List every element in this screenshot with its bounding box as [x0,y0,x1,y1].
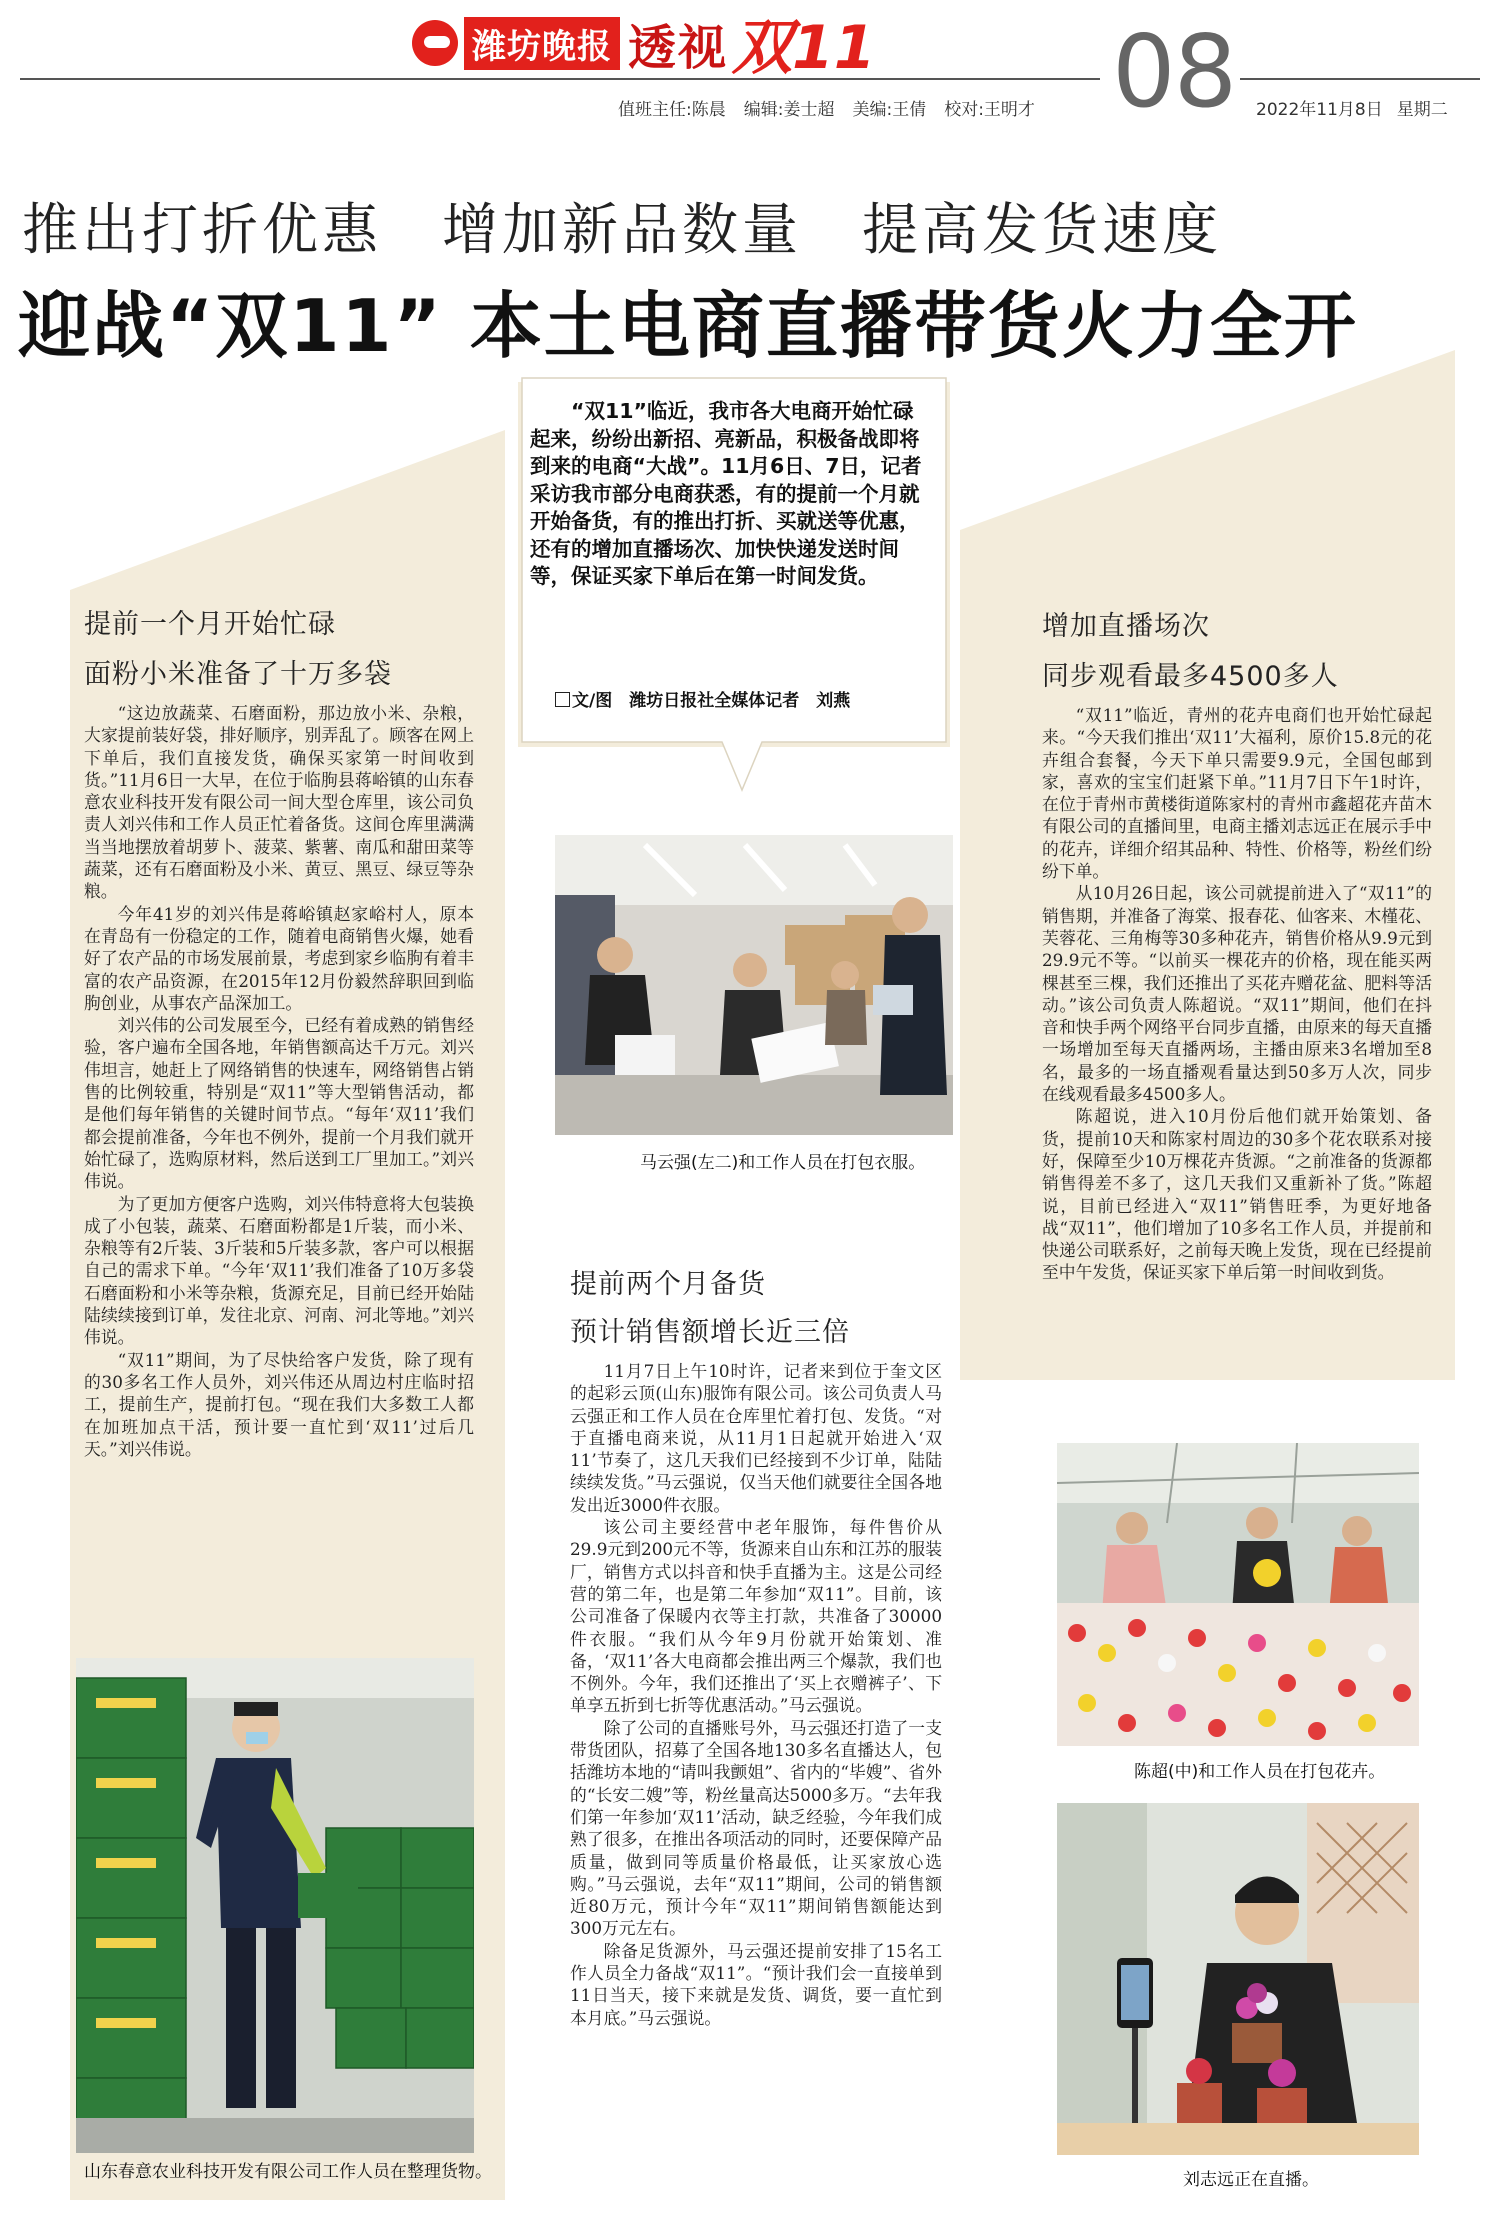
section1-caption: 山东春意农业科技开发有限公司工作人员在整理货物。 [84,2162,492,2182]
section-highlight: 双11 [732,13,876,83]
section3-paragraph: 从10月26日起，该公司就提前进入了“双11”的销售期，并准备了海棠、报春花、仙客来、木槿花、芙蓉花、三角梅等30多种花卉，销售价格从9.9元到29.9元不等。“以前买一棵花卉的价格，现在能买两棵甚至三棵，我们还推出了买花卉赠花盆、肥料等活动。”该公司负责人陈超说。“双11”期间，他们在抖音和快手两个网络平台同步直播，由原来的每天直播一场增加至每天直播两场，主播由原来3名增加至8名，最多的一场直播观看量达到50多万人次，同步在线观看最多4500多人。 [1042,883,1432,1105]
section1-heading1: 提前一个月开始忙碌 [84,609,336,640]
issue-date: 2022年11月8日 [1256,100,1383,120]
kicker-3: 提高发货速度 [862,198,1222,263]
main-headline: 迎战“双11” 本土电商直播带货火力全开 [18,284,1358,368]
editor-credits [618,95,1053,120]
issue-weekday: 星期二 [1396,100,1448,120]
clothing-packing-photo [555,835,953,1135]
credit-editor: 编辑:姜士超 [743,100,835,120]
section1-paragraph: “这边放蔬菜、石磨面粉，那边放小米、杂粮，大家提前装好袋，排好顺序，别弄乱了。顾客在网上下单后，我们直接发货，确保买家第一时间收到货。”11月6日一大早，在位于临朐县蒋峪镇的山东春意农业科技开发有限公司一间大型仓库里，该公司负责人刘兴伟和工作人员正忙着备货。这间仓库里满满当当地摆放着胡萝卜、菠菜、紫薯、南瓜和甜田菜等蔬菜，还有石磨面粉及小米、黄豆、黑豆、绿豆等杂粮。 [84,703,474,902]
section1-body [84,702,474,1460]
byline-box-icon [555,692,570,707]
page-number: 08 [1112,13,1236,130]
section1-paragraph: 为了更加方便客户选购，刘兴伟特意将大包装换成了小包装，蔬菜、石磨面粉都是1斤装，而小米、杂粮等有2斤装、3斤装和5斤装多款，客户可以根据自己的需求下单。“今年‘双11’我们准备了10万多袋石磨面粉和小米等杂粮，货源充足，目前已经开始陆陆续续接到订单，发往北京、河南、河北等地。”刘兴伟说。 [84,1193,474,1348]
section3-caption2: 刘志远正在直播。 [1183,2170,1319,2190]
section1-paragraph: “双11”期间，为了尽快给客户发货，除了现有的30多名工作人员外，刘兴伟还从周边村庄临时招工，提前生产，提前打包。“现在我们大多数工人都在加班加点干活，预计要一直忙到‘双11’过后几天。”刘兴伟说。 [84,1349,474,1459]
section2-body [570,1360,942,2029]
livestream-photo [1057,1803,1419,2155]
section2-paragraph: 除备足货源外，马云强还提前安排了15名工作人员全力备战“双11”。“预计我们会一直接单到11日当天，接下来就是发货、调货，要一直忙到本月底。”马云强说。 [570,1940,942,2028]
section3-caption1: 陈超(中)和工作人员在打包花卉。 [1134,1762,1386,1782]
warehouse-photo [76,1658,474,2153]
byline-text: 文/图 潍坊日报社全媒体记者 刘燕 [572,691,851,711]
section3-paragraph: “双11”临近，青州的花卉电商们也开始忙碌起来。“今天我们推出‘双11’大福利，原价15.8元的花卉组合套餐，今天下单只需要9.9元，全国包邮到家，喜欢的宝宝们赶紧下单。”11月7日下午1时许，在位于青州市黄楼街道陈家村的青州市鑫超花卉苗木有限公司的直播间里，电商主播刘志远正在展示手中的花卉，详细介绍其品种、特性、价格等，粉丝们纷纷下单。 [1042,705,1432,882]
section2-photo-caption: 马云强(左二)和工作人员在打包衣服。 [640,1153,926,1173]
section-title: 透视 [628,19,729,76]
section2-paragraph: 11月7日上午10时许，记者来到位于奎文区的起彩云顶(山东)服饰有限公司。该公司负责人马云强正和工作人员在仓库里忙着打包、发货。“对于直播电商来说，从11月1日起就开始进入‘双11’节奏了，这几天我们已经接到不少订单，陆陆续续发货。”马云强说，仅当天他们就要往全国各地发出近3000件衣服。 [570,1361,942,1515]
kicker-2: 增加新品数量 [442,198,802,263]
section2-heading1: 提前两个月备货 [570,1269,766,1300]
section2-paragraph: 该公司主要经营中老年服饰，每件售价从29.9元到200元不等，货源来自山东和江苏的服装厂，销售方式以抖音和快手直播为主。这是公司经营的第二年，也是第二年参加“双11”。目前，该公司准备了保暖内衣等主打款，共准备了30000件衣服。“我们从今年9月份就开始策划、准备，‘双11’各大电商都会推出两三个爆款，我们也不例外。今年，我们还推出了‘买上衣赠裤子’、下单享五折到七折等优惠活动。”马云强说。 [570,1517,942,1716]
section1-heading2: 面粉小米准备了十万多袋 [84,659,392,690]
section3-paragraph: 陈超说，进入10月份后他们就开始策划、备货，提前10天和陈家村周边的30多个花农联系对接好，保障至少10万棵花卉货源。“之前准备的货源都销售得差不多了，这几天我们又重新补了货。”陈超说，目前已经进入“双11”销售旺季，为更好地备战“双11”，他们增加了10多名工作人员，并提前和快递公司联系好，之前每天晚上发货，现在已经提前至中午发货，保证买家下单后第一时间收到货。 [1042,1106,1432,1283]
section2-paragraph: 除了公司的直播账号外，马云强还打造了一支带货团队，招募了全国各地130多名直播达人，包括潍坊本地的“请叫我颤姐”、省内的“毕嫂”、省外的“长安二嫂”等，粉丝量高达5000多万。“去年我们第一年参加‘双11’活动，缺乏经验，今年我们成熟了很多，在推出各项活动的同时，还要保障产品质量，做到同等质量价格最低，让买家放心选购。”马云强说，去年“双11”期间，公司的销售额近80万元，预计今年“双11”期间销售额能达到300万元左右。 [570,1717,942,1939]
masthead-rule-left [20,78,1100,80]
masthead-logo [412,8,912,83]
paper-name: 潍坊晚报 [464,17,620,70]
section3-heading1: 增加直播场次 [1042,611,1210,642]
byline [555,686,850,711]
dateline [1256,95,1462,120]
section3-body [1042,704,1432,1284]
section2-heading2: 预计销售额增长近三倍 [570,1317,850,1348]
credit-proofreader: 校对:王明才 [944,100,1035,120]
flower-packing-photo [1057,1443,1419,1746]
paper-logo-icon [412,20,458,66]
credit-art-editor: 美编:王倩 [852,100,927,120]
lead-paragraph: “双11”临近，我市各大电商开始忙碌起来，纷纷出新招、亮新品，积极备战即将到来的电商“大战”。11月6日、7日，记者采访我市部分电商获悉，有的提前一个月就开始备货，有的推出打折、买就送等优惠，还有的增加直播场次、加快快递发送时间等，保证买家下单后在第一时间发货。 [530,399,922,588]
headline-kicker [22,186,1282,266]
section1-paragraph: 今年41岁的刘兴伟是蒋峪镇赵家峪村人，原本在青岛有一份稳定的工作，随着电商销售火爆，她看好了农产品的市场发展前景，考虑到家乡临朐有着丰富的农产品资源，在2015年12月份毅然辞职回到临朐创业，从事农产品深加工。 [84,903,474,1013]
masthead-rule-right [1240,78,1480,80]
kicker-1: 推出打折优惠 [22,198,382,263]
section3-heading2: 同步观看最多4500多人 [1042,661,1339,692]
credit-duty-chief: 值班主任:陈晨 [618,100,726,120]
section1-paragraph: 刘兴伟的公司发展至今，已经有着成熟的销售经验，客户遍布全国各地，年销售额高达千万元。刘兴伟坦言，她赶上了网络销售的快速车，网络销售占销售的比例较重，特别是“双11”等大型销售活动，都是他们每年销售的关键时间节点。“每年‘双11’我们都会提前准备，今年也不例外，提前一个月我们就开始忙碌了，选购原材料，然后送到工厂里加工。”刘兴伟说。 [84,1015,474,1192]
